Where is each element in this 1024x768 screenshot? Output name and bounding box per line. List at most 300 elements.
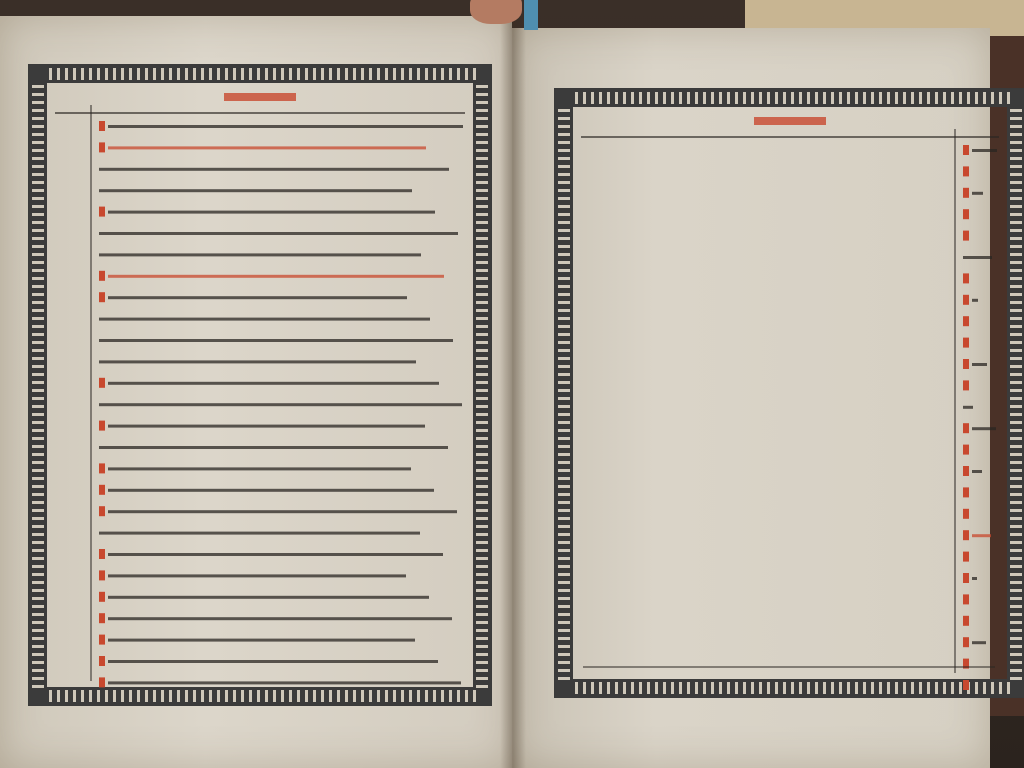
border-tooth xyxy=(145,68,148,80)
border-tooth xyxy=(32,589,44,592)
border-tooth xyxy=(209,68,212,80)
border-tooth xyxy=(476,661,488,664)
border-tooth xyxy=(558,309,570,312)
border-tooth xyxy=(476,189,488,192)
border-tooth xyxy=(767,682,770,694)
border-tooth xyxy=(476,165,488,168)
border-tooth xyxy=(663,92,666,104)
border-tooth xyxy=(409,690,412,702)
border-tooth xyxy=(32,101,44,104)
text-line xyxy=(108,617,452,620)
red-initial xyxy=(963,616,969,626)
red-initial xyxy=(963,573,969,583)
border-tooth xyxy=(476,653,488,656)
border-tooth xyxy=(591,92,594,104)
border-tooth xyxy=(558,637,570,640)
border-tooth xyxy=(233,68,236,80)
border-tooth xyxy=(476,621,488,624)
border-tooth xyxy=(476,253,488,256)
border-tooth xyxy=(558,469,570,472)
border-tooth xyxy=(727,682,730,694)
border-tooth xyxy=(558,133,570,136)
border-tooth xyxy=(476,173,488,176)
border-tooth xyxy=(476,365,488,368)
border-tooth xyxy=(575,682,578,694)
border-tooth xyxy=(209,690,212,702)
border-tooth xyxy=(1010,133,1022,136)
border-tooth xyxy=(476,349,488,352)
red-initial xyxy=(99,421,105,431)
border-tooth xyxy=(32,573,44,576)
border-tooth xyxy=(831,92,834,104)
border-tooth xyxy=(558,413,570,416)
border-tooth xyxy=(81,68,84,80)
border-tooth xyxy=(558,421,570,424)
border-tooth xyxy=(1010,533,1022,536)
border-tooth xyxy=(476,141,488,144)
border-tooth xyxy=(1010,597,1022,600)
border-tooth xyxy=(32,533,44,536)
border-tooth xyxy=(97,690,100,702)
border-tooth xyxy=(32,549,44,552)
border-tooth xyxy=(32,405,44,408)
red-initial xyxy=(963,273,969,283)
border-tooth xyxy=(1010,165,1022,168)
border-tooth xyxy=(1010,309,1022,312)
red-initial xyxy=(963,466,969,476)
red-initial xyxy=(963,209,969,219)
border-tooth xyxy=(711,682,714,694)
border-tooth xyxy=(599,92,602,104)
border-tooth xyxy=(32,261,44,264)
border-tooth xyxy=(32,637,44,640)
border-tooth xyxy=(679,682,682,694)
border-tooth xyxy=(241,690,244,702)
border-tooth xyxy=(32,157,44,160)
border-tooth xyxy=(863,92,866,104)
border-tooth xyxy=(233,690,236,702)
text-line xyxy=(108,146,426,149)
border-tooth xyxy=(558,165,570,168)
border-tooth xyxy=(1010,357,1022,360)
border-tooth xyxy=(273,690,276,702)
border-tooth xyxy=(783,682,786,694)
border-tooth xyxy=(32,629,44,632)
border-tooth xyxy=(257,690,260,702)
border-tooth xyxy=(999,92,1002,104)
border-tooth xyxy=(476,525,488,528)
right-page xyxy=(512,28,990,768)
red-initial xyxy=(99,677,105,687)
border-tooth xyxy=(476,197,488,200)
border-tooth xyxy=(425,690,428,702)
border-tooth xyxy=(32,557,44,560)
border-tooth xyxy=(32,237,44,240)
border-tooth xyxy=(639,92,642,104)
red-initial xyxy=(99,378,105,388)
border-tooth xyxy=(951,682,954,694)
text-line xyxy=(972,192,983,195)
border-tooth xyxy=(476,245,488,248)
border-tooth xyxy=(97,68,100,80)
red-initial xyxy=(99,121,105,131)
border-tooth xyxy=(32,469,44,472)
border-tooth xyxy=(476,405,488,408)
border-tooth xyxy=(558,141,570,144)
border-tooth xyxy=(32,461,44,464)
border-tooth xyxy=(476,573,488,576)
border-tooth xyxy=(476,477,488,480)
border-tooth xyxy=(879,682,882,694)
border-tooth xyxy=(1010,149,1022,152)
red-initial xyxy=(963,594,969,604)
border-tooth xyxy=(1010,469,1022,472)
border-tooth xyxy=(476,333,488,336)
border-tooth xyxy=(583,92,586,104)
border-tooth xyxy=(337,68,340,80)
border-tooth xyxy=(32,421,44,424)
border-tooth xyxy=(975,682,978,694)
border-tooth xyxy=(32,189,44,192)
border-tooth xyxy=(631,682,634,694)
border-tooth xyxy=(823,92,826,104)
border-tooth xyxy=(329,690,332,702)
border-tooth xyxy=(887,92,890,104)
border-tooth xyxy=(476,469,488,472)
border-tooth xyxy=(476,301,488,304)
border-tooth xyxy=(1010,213,1022,216)
red-initial xyxy=(99,506,105,516)
border-tooth xyxy=(935,682,938,694)
border-tooth xyxy=(558,365,570,368)
border-tooth xyxy=(558,461,570,464)
text-line xyxy=(972,149,997,152)
border-tooth xyxy=(1010,541,1022,544)
text-line xyxy=(99,253,421,256)
border-tooth xyxy=(855,92,858,104)
border-tooth xyxy=(177,68,180,80)
border-tooth xyxy=(919,92,922,104)
border-tooth xyxy=(671,92,674,104)
text-line xyxy=(108,596,429,599)
border-tooth xyxy=(441,68,444,80)
border-tooth xyxy=(815,682,818,694)
border-tooth xyxy=(1010,189,1022,192)
border-tooth xyxy=(927,92,930,104)
border-tooth xyxy=(32,517,44,520)
border-tooth xyxy=(1010,509,1022,512)
red-initial xyxy=(963,145,969,155)
border-tooth xyxy=(32,301,44,304)
border-tooth xyxy=(32,221,44,224)
border-tooth xyxy=(558,661,570,664)
border-tooth xyxy=(476,605,488,608)
border-tooth xyxy=(32,109,44,112)
border-tooth xyxy=(32,253,44,256)
border-tooth xyxy=(558,501,570,504)
border-tooth xyxy=(476,269,488,272)
border-tooth xyxy=(1010,453,1022,456)
border-tooth xyxy=(775,682,778,694)
red-initial xyxy=(963,231,969,241)
border-tooth xyxy=(32,229,44,232)
border-tooth xyxy=(1010,573,1022,576)
border-left xyxy=(29,65,47,705)
ribbon-bookmark xyxy=(524,0,538,30)
border-tooth xyxy=(911,682,914,694)
border-tooth xyxy=(615,682,618,694)
text-line xyxy=(108,382,439,385)
border-tooth xyxy=(839,92,842,104)
border-tooth xyxy=(433,68,436,80)
text-line xyxy=(99,360,416,363)
border-tooth xyxy=(65,68,68,80)
border-tooth xyxy=(999,682,1002,694)
border-tooth xyxy=(65,690,68,702)
right-page-text-block xyxy=(555,89,1024,697)
red-initial xyxy=(963,166,969,176)
border-tooth xyxy=(1010,605,1022,608)
border-tooth xyxy=(687,92,690,104)
page-header xyxy=(754,117,826,125)
border-tooth xyxy=(476,285,488,288)
border-tooth xyxy=(558,525,570,528)
border-tooth xyxy=(767,92,770,104)
text-line xyxy=(99,168,449,171)
border-tooth xyxy=(1010,645,1022,648)
border-tooth xyxy=(558,357,570,360)
border-tooth xyxy=(185,690,188,702)
border-tooth xyxy=(727,92,730,104)
red-initial xyxy=(99,592,105,602)
border-tooth xyxy=(32,621,44,624)
border-tooth xyxy=(273,68,276,80)
red-initial xyxy=(99,613,105,623)
border-tooth xyxy=(476,389,488,392)
text-line xyxy=(108,125,463,128)
border-tooth xyxy=(759,682,762,694)
red-initial xyxy=(963,445,969,455)
border-tooth xyxy=(558,237,570,240)
border-tooth xyxy=(32,333,44,336)
border-tooth xyxy=(476,461,488,464)
border-tooth xyxy=(476,501,488,504)
border-tooth xyxy=(32,365,44,368)
border-tooth xyxy=(185,68,188,80)
border-tooth xyxy=(1010,117,1022,120)
border-tooth xyxy=(791,92,794,104)
border-tooth xyxy=(476,421,488,424)
border-tooth xyxy=(695,92,698,104)
border-tooth xyxy=(558,109,570,112)
border-tooth xyxy=(847,682,850,694)
border-tooth xyxy=(32,117,44,120)
border-tooth xyxy=(807,682,810,694)
border-tooth xyxy=(623,682,626,694)
border-tooth xyxy=(32,565,44,568)
border-tooth xyxy=(32,245,44,248)
border-tooth xyxy=(476,221,488,224)
border-right xyxy=(473,65,491,705)
border-tooth xyxy=(105,68,108,80)
border-tooth xyxy=(1010,293,1022,296)
border-tooth xyxy=(1010,429,1022,432)
border-tooth xyxy=(32,677,44,680)
border-tooth xyxy=(32,125,44,128)
border-tooth xyxy=(457,68,460,80)
border-tooth xyxy=(32,269,44,272)
border-tooth xyxy=(476,685,488,688)
border-tooth xyxy=(32,645,44,648)
border-tooth xyxy=(558,517,570,520)
border-tooth xyxy=(558,557,570,560)
border-tooth xyxy=(558,277,570,280)
border-tooth xyxy=(1010,637,1022,640)
border-tooth xyxy=(679,92,682,104)
red-initial xyxy=(99,485,105,495)
text-line xyxy=(963,406,973,409)
border-tooth xyxy=(32,325,44,328)
border-tooth xyxy=(32,437,44,440)
border-tooth xyxy=(476,557,488,560)
border-tooth xyxy=(32,181,44,184)
border-tooth xyxy=(476,669,488,672)
border-tooth xyxy=(558,549,570,552)
border-tooth xyxy=(137,68,140,80)
border-tooth xyxy=(1010,381,1022,384)
border-tooth xyxy=(879,92,882,104)
border-tooth xyxy=(32,541,44,544)
border-tooth xyxy=(476,437,488,440)
border-tooth xyxy=(476,453,488,456)
border-tooth xyxy=(161,690,164,702)
border-tooth xyxy=(305,68,308,80)
border-tooth xyxy=(476,413,488,416)
border-tooth xyxy=(32,661,44,664)
border-tooth xyxy=(959,92,962,104)
red-initial xyxy=(99,207,105,217)
text-line xyxy=(108,425,425,428)
border-tooth xyxy=(476,565,488,568)
text-line xyxy=(108,553,443,556)
border-tooth xyxy=(1010,141,1022,144)
border-tooth xyxy=(465,690,468,702)
border-tooth xyxy=(558,317,570,320)
border-tooth xyxy=(831,682,834,694)
border-tooth xyxy=(121,68,124,80)
border-tooth xyxy=(1007,92,1010,104)
border-tooth xyxy=(32,357,44,360)
border-tooth xyxy=(476,325,488,328)
border-tooth xyxy=(558,573,570,576)
border-tooth xyxy=(647,92,650,104)
border-tooth xyxy=(719,682,722,694)
border-tooth xyxy=(476,589,488,592)
border-tooth xyxy=(297,68,300,80)
border-tooth xyxy=(289,68,292,80)
border-tooth xyxy=(1010,501,1022,504)
border-tooth xyxy=(735,682,738,694)
text-line xyxy=(108,660,438,663)
border-tooth xyxy=(1010,349,1022,352)
border-tooth xyxy=(361,690,364,702)
border-tooth xyxy=(1010,485,1022,488)
border-tooth xyxy=(476,597,488,600)
border-tooth xyxy=(476,237,488,240)
border-tooth xyxy=(1010,373,1022,376)
border-tooth xyxy=(476,93,488,96)
border-tooth xyxy=(1010,613,1022,616)
border-tooth xyxy=(73,68,76,80)
red-initial xyxy=(963,380,969,390)
border-tooth xyxy=(417,690,420,702)
border-tooth xyxy=(951,92,954,104)
red-initial xyxy=(963,509,969,519)
border-tooth xyxy=(441,690,444,702)
border-tooth xyxy=(558,157,570,160)
text-line xyxy=(108,574,406,577)
text-line xyxy=(108,211,435,214)
border-tooth xyxy=(759,92,762,104)
border-tooth xyxy=(313,690,316,702)
border-tooth xyxy=(558,285,570,288)
border-tooth xyxy=(476,445,488,448)
ornamental-border xyxy=(555,89,1024,697)
border-tooth xyxy=(1010,661,1022,664)
border-tooth xyxy=(558,493,570,496)
border-tooth xyxy=(558,181,570,184)
border-tooth xyxy=(177,690,180,702)
border-tooth xyxy=(32,509,44,512)
red-initial xyxy=(963,188,969,198)
border-tooth xyxy=(476,485,488,488)
red-initial xyxy=(963,487,969,497)
border-tooth xyxy=(639,682,642,694)
border-tooth xyxy=(558,173,570,176)
border-tooth xyxy=(476,549,488,552)
border-tooth xyxy=(281,690,284,702)
red-initial xyxy=(99,549,105,559)
border-tooth xyxy=(57,68,60,80)
border-tooth xyxy=(558,325,570,328)
border-tooth xyxy=(377,690,380,702)
border-tooth xyxy=(476,629,488,632)
border-tooth xyxy=(871,682,874,694)
border-tooth xyxy=(558,397,570,400)
border-tooth xyxy=(73,690,76,702)
border-tooth xyxy=(57,690,60,702)
border-tooth xyxy=(1010,365,1022,368)
border-tooth xyxy=(217,68,220,80)
text-line xyxy=(972,363,987,366)
border-tooth xyxy=(703,682,706,694)
border-tooth xyxy=(558,253,570,256)
border-tooth xyxy=(353,690,356,702)
border-tooth xyxy=(558,293,570,296)
border-tooth xyxy=(32,493,44,496)
border-tooth xyxy=(735,92,738,104)
border-tooth xyxy=(558,389,570,392)
border-tooth xyxy=(201,68,204,80)
border-tooth xyxy=(225,68,228,80)
border-tooth xyxy=(385,690,388,702)
border-tooth xyxy=(558,541,570,544)
border-tooth xyxy=(558,477,570,480)
border-tooth xyxy=(81,690,84,702)
border-tooth xyxy=(839,682,842,694)
border-tooth xyxy=(558,125,570,128)
red-initial xyxy=(963,680,969,690)
